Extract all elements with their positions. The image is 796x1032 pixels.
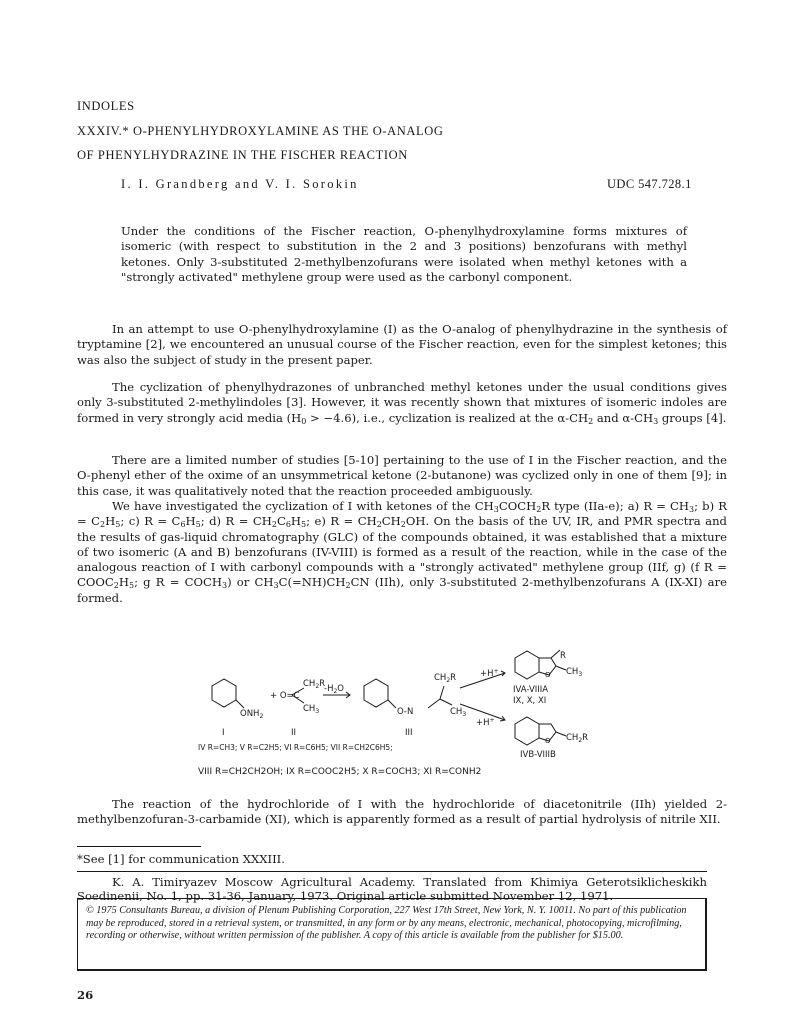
paragraph-4-text: We have investigated the cyclization of I with ketones of the $CH_3COCH_2R$ type (IIa-e); a) $R = CH_3$; b) $R = C_2H_5$; c) $R = C_6H_5$; d) $R = CH_2C_6H_5$; e) $R = CH_2CH_2OH$. On the basis of the UV, IR, and PMR spectra and the results of gas-liquid chromatography (GLC) of the compounds obtained, it was established that a mixture of two isomeric (A and B) benzofurans (IV-VIII) is formed as a result of the reaction, while in the case of the analogous reaction of I with carbonyl compounds with a "strongly activated" methylene group (IIf, g) (f $R = COOC_2H_5$; g $R = COCH_3$) or $CH_3C(=NH)CH_2CN$ (IIh), only 3-substituted 2-methylbenzofurans A (IX-XI) are formed.	[77, 499, 728, 605]
page-number: 26	[77, 988, 94, 1002]
product-b-label: IVB-VIIIB	[520, 750, 556, 758]
substituent-line-2: VIII R=CH2CH2OH; IX R=COOC2H5; X R=COCH3; XI R=CONH2	[198, 767, 482, 777]
reaction-scheme	[190, 648, 710, 758]
paragraph-3	[77, 453, 727, 499]
copyright-text: © 1975 Consultants Bureau, a division of Plenum Publishing Corporation, 227 West 17th Street, New York, N. Y. 10011. No part of this publication may be reproduced, stored in a retrieval system, or transmitted, in any form or by any means, electronic, mechanical, photocopying, microfilming, recording or otherwise, without written permission of the publisher. A copy of this article is available from the publisher for $15.00.	[86, 905, 687, 941]
product-a-label: IVA-VIIIA	[513, 685, 549, 695]
svg-text:CH2R: $CH_2R$	[566, 733, 589, 744]
svg-text:CH3: $CH_3$	[450, 707, 467, 718]
substituent-line-1: IV R=CH3; V R=C2H5; VI R=C6H5; VII R=CH2C6H5;	[198, 743, 393, 752]
affiliation: K. A. Timiryazev Moscow Agricultural Academy. Translated from Khimiya Geterotsiklicheskikh Soedinenii, No. 1, pp. 31-36, January, 1973. Original article submitted November 12, 1971.	[77, 875, 707, 903]
svg-text:O: O	[545, 737, 551, 745]
minus-h2o-label: $-H_2O$	[324, 684, 344, 695]
r-label: R	[560, 651, 566, 661]
paragraph-5-text: The reaction of the hydrochloride of I with the hydrochloride of diacetonitrile (IIh) yielded 2-methylbenzofuran-3-carbamide (XI), which is apparently formed as a result of partial hydrolysis of nitrile XII.	[77, 797, 727, 827]
paragraph-4	[77, 499, 727, 606]
paragraph-5	[77, 797, 727, 828]
svg-text:CH3: $CH_3$	[303, 704, 320, 715]
footnote-rule	[77, 846, 201, 847]
authors: I. I. Grandberg and V. I. Sorokin	[121, 177, 359, 191]
benzofuran-A	[515, 650, 566, 679]
svg-text:+H+: +H+	[476, 717, 495, 728]
svg-text:CH2R: $CH_2R$	[303, 679, 326, 690]
svg-text:O: O	[545, 671, 551, 679]
svg-text:O-N: O-N	[397, 707, 414, 717]
section-heading: INDOLES	[77, 99, 135, 113]
paragraph-1-text: In an attempt to use O-phenylhydroxylamine (I) as the O-analog of phenylhydrazine in the synthesis of tryptamine [2], we encountered an unusual course of the Fischer reaction, even for the simplest ketones; this was also the subject of study in the present paper.	[77, 322, 727, 367]
onh2-label: $ONH_2$	[240, 709, 264, 720]
benzene-ring-I	[212, 679, 244, 708]
paragraph-2-text: The cyclization of phenylhydrazones of unbranched methyl ketones under the usual conditions gives only 3-substituted 2-methylindoles [3]. However, it was recently shown that mixtures of isomeric indoles are formed in very strongly acid media $(H_0 > -4.6)$, i.e., cyclization is realized at the $\alpha-CH_2$ and $\alpha-CH_3$ groups [4].	[77, 380, 727, 426]
svg-text:+H+: +H+	[480, 668, 499, 679]
svg-text:+ O=C: + O=C	[270, 691, 300, 701]
compound-I-label: I	[222, 728, 225, 738]
svg-text:CH2R: $CH_2R$	[434, 673, 457, 684]
title-line-2: OF PHENYLHYDRAZINE IN THE FISCHER REACTION	[77, 148, 408, 162]
paragraph-2	[77, 380, 727, 426]
paragraph-3-part-b: ) was cyclized only in one of them [9]; in this case, it was qualitatively noted that the reaction proceeded ambiguously.	[77, 468, 727, 498]
paragraph-3-text	[77, 453, 727, 499]
paragraph-2-part-a: The cyclization of phenylhydrazones of unbranched methyl ketones under the usual conditions gives only 3-substituted 2-methylindoles [3]. However, it was recently shown that mixtures of isomeric indoles are formed in very strongly acid media (H	[77, 380, 727, 425]
svg-text:CH3: $CH_3$	[566, 667, 583, 678]
compound-II-label: II	[291, 728, 297, 738]
copyright-box	[77, 898, 707, 971]
abstract: Under the conditions of the Fischer reaction, O-phenylhydroxylamine forms mixtures of isomeric (with respect to substitution in the 2 and 3 positions) benzofurans with methyl ketones. Only 3-substituted 2-methylbenzofurans were isolated when methyl ketones with a "strongly activated" methylene group were used as the carbonyl component.	[121, 224, 687, 284]
benzene-ring-III	[364, 679, 452, 708]
footnote: *See [1] for communication XXXIII.	[77, 852, 285, 866]
udc-code: UDC 547.728.1	[607, 177, 692, 191]
product-a-label-2: IX, X, XI	[513, 696, 547, 706]
compound-III-label: III	[405, 728, 413, 738]
title-line-1: XXXIV.* O-PHENYLHYDROXYLAMINE AS THE O-ANALOG	[77, 124, 444, 138]
affiliation-rule	[77, 871, 707, 872]
paragraph-1	[77, 322, 727, 368]
paragraph-3-part-a: There are a limited number of studies [5-10] pertaining to the use of I in the Fischer reaction, and the O-phenyl ether of the oxime of an unsymmetrical ketone (2-butanone	[77, 453, 727, 483]
benzofuran-B	[515, 717, 566, 745]
